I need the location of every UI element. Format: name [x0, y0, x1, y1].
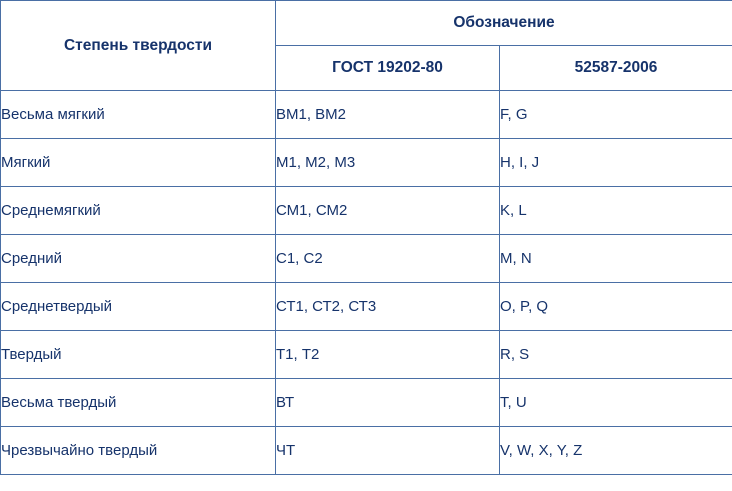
cell-degree: Весьма твердый: [1, 379, 276, 427]
cell-iso: K, L: [500, 187, 732, 235]
table-row: [1, 427, 732, 475]
cell-iso: F, G: [500, 91, 732, 139]
cell-degree: Среднетвердый: [1, 283, 276, 331]
header-iso-standard: 52587-2006: [500, 46, 732, 91]
table-row: [1, 331, 732, 379]
cell-degree: Весьма мягкий: [1, 91, 276, 139]
cell-degree: Среднемягкий: [1, 187, 276, 235]
cell-gost: ЧТ: [276, 427, 500, 475]
table-row: [1, 139, 732, 187]
table-row: [1, 283, 732, 331]
cell-iso: M, N: [500, 235, 732, 283]
table-row: [1, 187, 732, 235]
header-designation-group: Обозначение: [276, 1, 732, 46]
header-gost-standard: ГОСТ 19202-80: [276, 46, 500, 91]
table-row: [1, 379, 732, 427]
cell-degree: Чрезвычайно твердый: [1, 427, 276, 475]
cell-iso: T, U: [500, 379, 732, 427]
cell-degree: Мягкий: [1, 139, 276, 187]
cell-degree: Твердый: [1, 331, 276, 379]
cell-gost: ВТ: [276, 379, 500, 427]
cell-gost: С1, С2: [276, 235, 500, 283]
table-row: [1, 235, 732, 283]
header-hardness-degree: Степень твердости: [1, 1, 276, 91]
table-row: [1, 91, 732, 139]
cell-gost: СМ1, СМ2: [276, 187, 500, 235]
cell-degree: Средний: [1, 235, 276, 283]
cell-gost: СТ1, СТ2, СТ3: [276, 283, 500, 331]
cell-gost: Т1, Т2: [276, 331, 500, 379]
cell-iso: O, P, Q: [500, 283, 732, 331]
table-header-row-top: [1, 1, 732, 46]
table-body: [1, 91, 732, 475]
cell-gost: М1, М2, М3: [276, 139, 500, 187]
cell-gost: ВМ1, ВМ2: [276, 91, 500, 139]
cell-iso: V, W, X, Y, Z: [500, 427, 732, 475]
cell-iso: R, S: [500, 331, 732, 379]
cell-iso: H, I, J: [500, 139, 732, 187]
